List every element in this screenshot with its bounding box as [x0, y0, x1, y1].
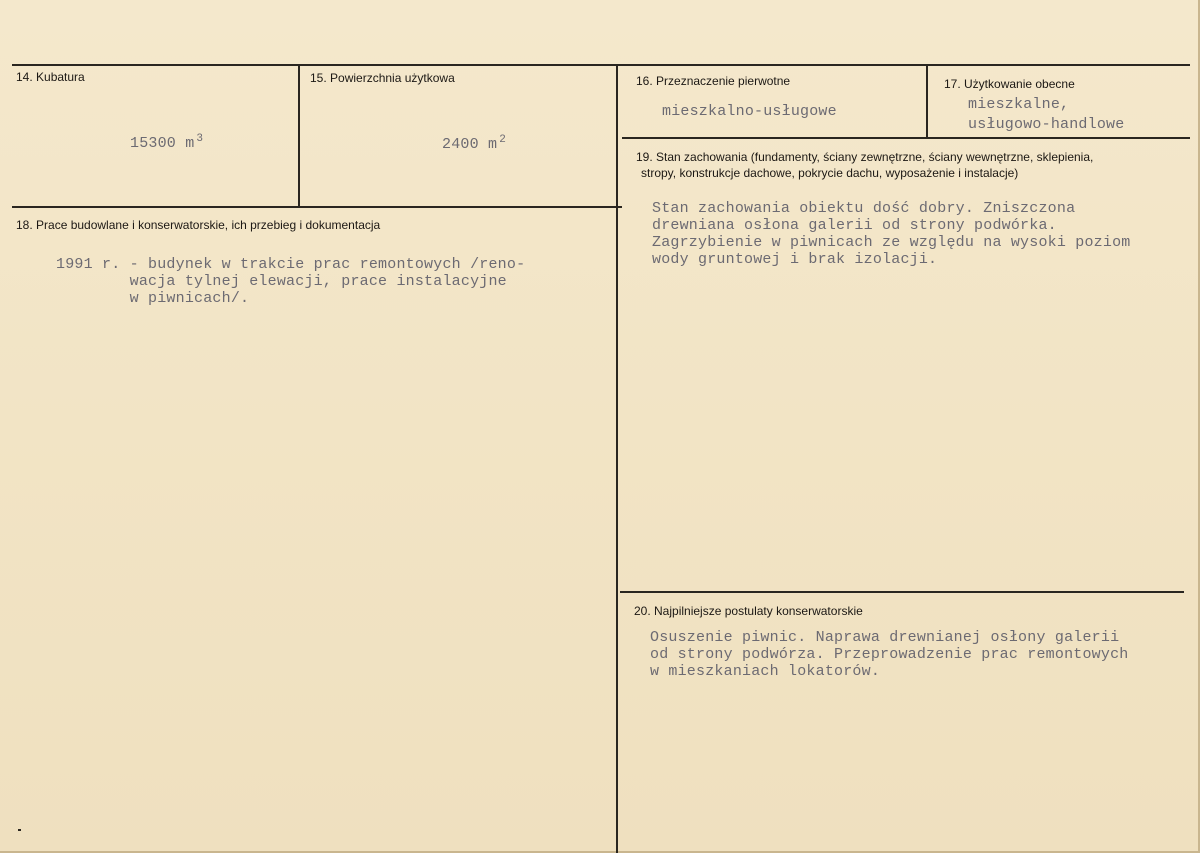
field-20-line-3: w mieszkaniach lokatorów. [650, 663, 881, 680]
field-19-label-line2: stropy, konstrukcje dachowe, pokrycie dachu, wyposażenie i instalacje) [641, 166, 1019, 180]
field-18-label: 18. Prace budowlane i konserwatorskie, ich przebieg i dokumentacja [16, 218, 381, 232]
field-14-number: 15300 m [130, 135, 195, 152]
divider-14-15 [298, 64, 300, 207]
field-18-line-1: 1991 r. - budynek w trakcie prac remontowych /reno- [56, 256, 526, 273]
field-19-line-3: Zagrzybienie w piwnicach ze względu na wysoki poziom [652, 234, 1131, 251]
field-17-value-line1: mieszkalne, [968, 96, 1070, 113]
field-15-number: 2400 m [442, 136, 498, 153]
field-20-line-1: Osuszenie piwnic. Naprawa drewnianej osłony galerii [650, 629, 1120, 646]
rule-under-14-15 [12, 206, 622, 208]
rule-above-20 [620, 591, 1184, 593]
field-19-text [652, 200, 1130, 268]
field-14-value [130, 133, 203, 152]
field-19-line-4: wody gruntowej i brak izolacji. [652, 251, 938, 268]
field-18-text [56, 256, 525, 307]
field-16-value: mieszkalno-usługowe [662, 103, 837, 120]
field-15-label: 15. Powierzchnia użytkowa [310, 71, 455, 85]
field-20-text [650, 629, 1128, 680]
field-19-line-1: Stan zachowania obiektu dość dobry. Zniszczona [652, 200, 1076, 217]
divider-main [616, 64, 618, 853]
field-20-line-2: od strony podwórza. Przeprowadzenie prac remontowych [650, 646, 1129, 663]
stray-mark [18, 829, 21, 831]
field-18-line-2: wacja tylnej elewacji, prace instalacyjne [56, 273, 507, 290]
rule-under-16-17 [622, 137, 1190, 139]
field-17-value-line2: usługowo-handlowe [968, 116, 1125, 133]
field-19-line-2: drewniana osłona galerii od strony podwórka. [652, 217, 1057, 234]
field-18-line-3: w piwnicach/. [56, 290, 250, 307]
field-15-value [442, 134, 506, 153]
field-16-label: 16. Przeznaczenie pierwotne [636, 74, 791, 88]
field-19-label-line1: 19. Stan zachowania (fundamenty, ściany zewnętrzne, ściany wewnętrzne, sklepienia, [636, 150, 1094, 164]
field-20-label: 20. Najpilniejsze postulaty konserwatorskie [634, 604, 863, 618]
field-15-unit-exponent: 2 [499, 134, 507, 146]
field-14-label: 14. Kubatura [16, 70, 85, 84]
field-14-unit-exponent: 3 [196, 133, 204, 145]
divider-16-17 [926, 64, 928, 138]
top-rule [12, 64, 1190, 66]
field-17-label: 17. Użytkowanie obecne [944, 77, 1075, 91]
